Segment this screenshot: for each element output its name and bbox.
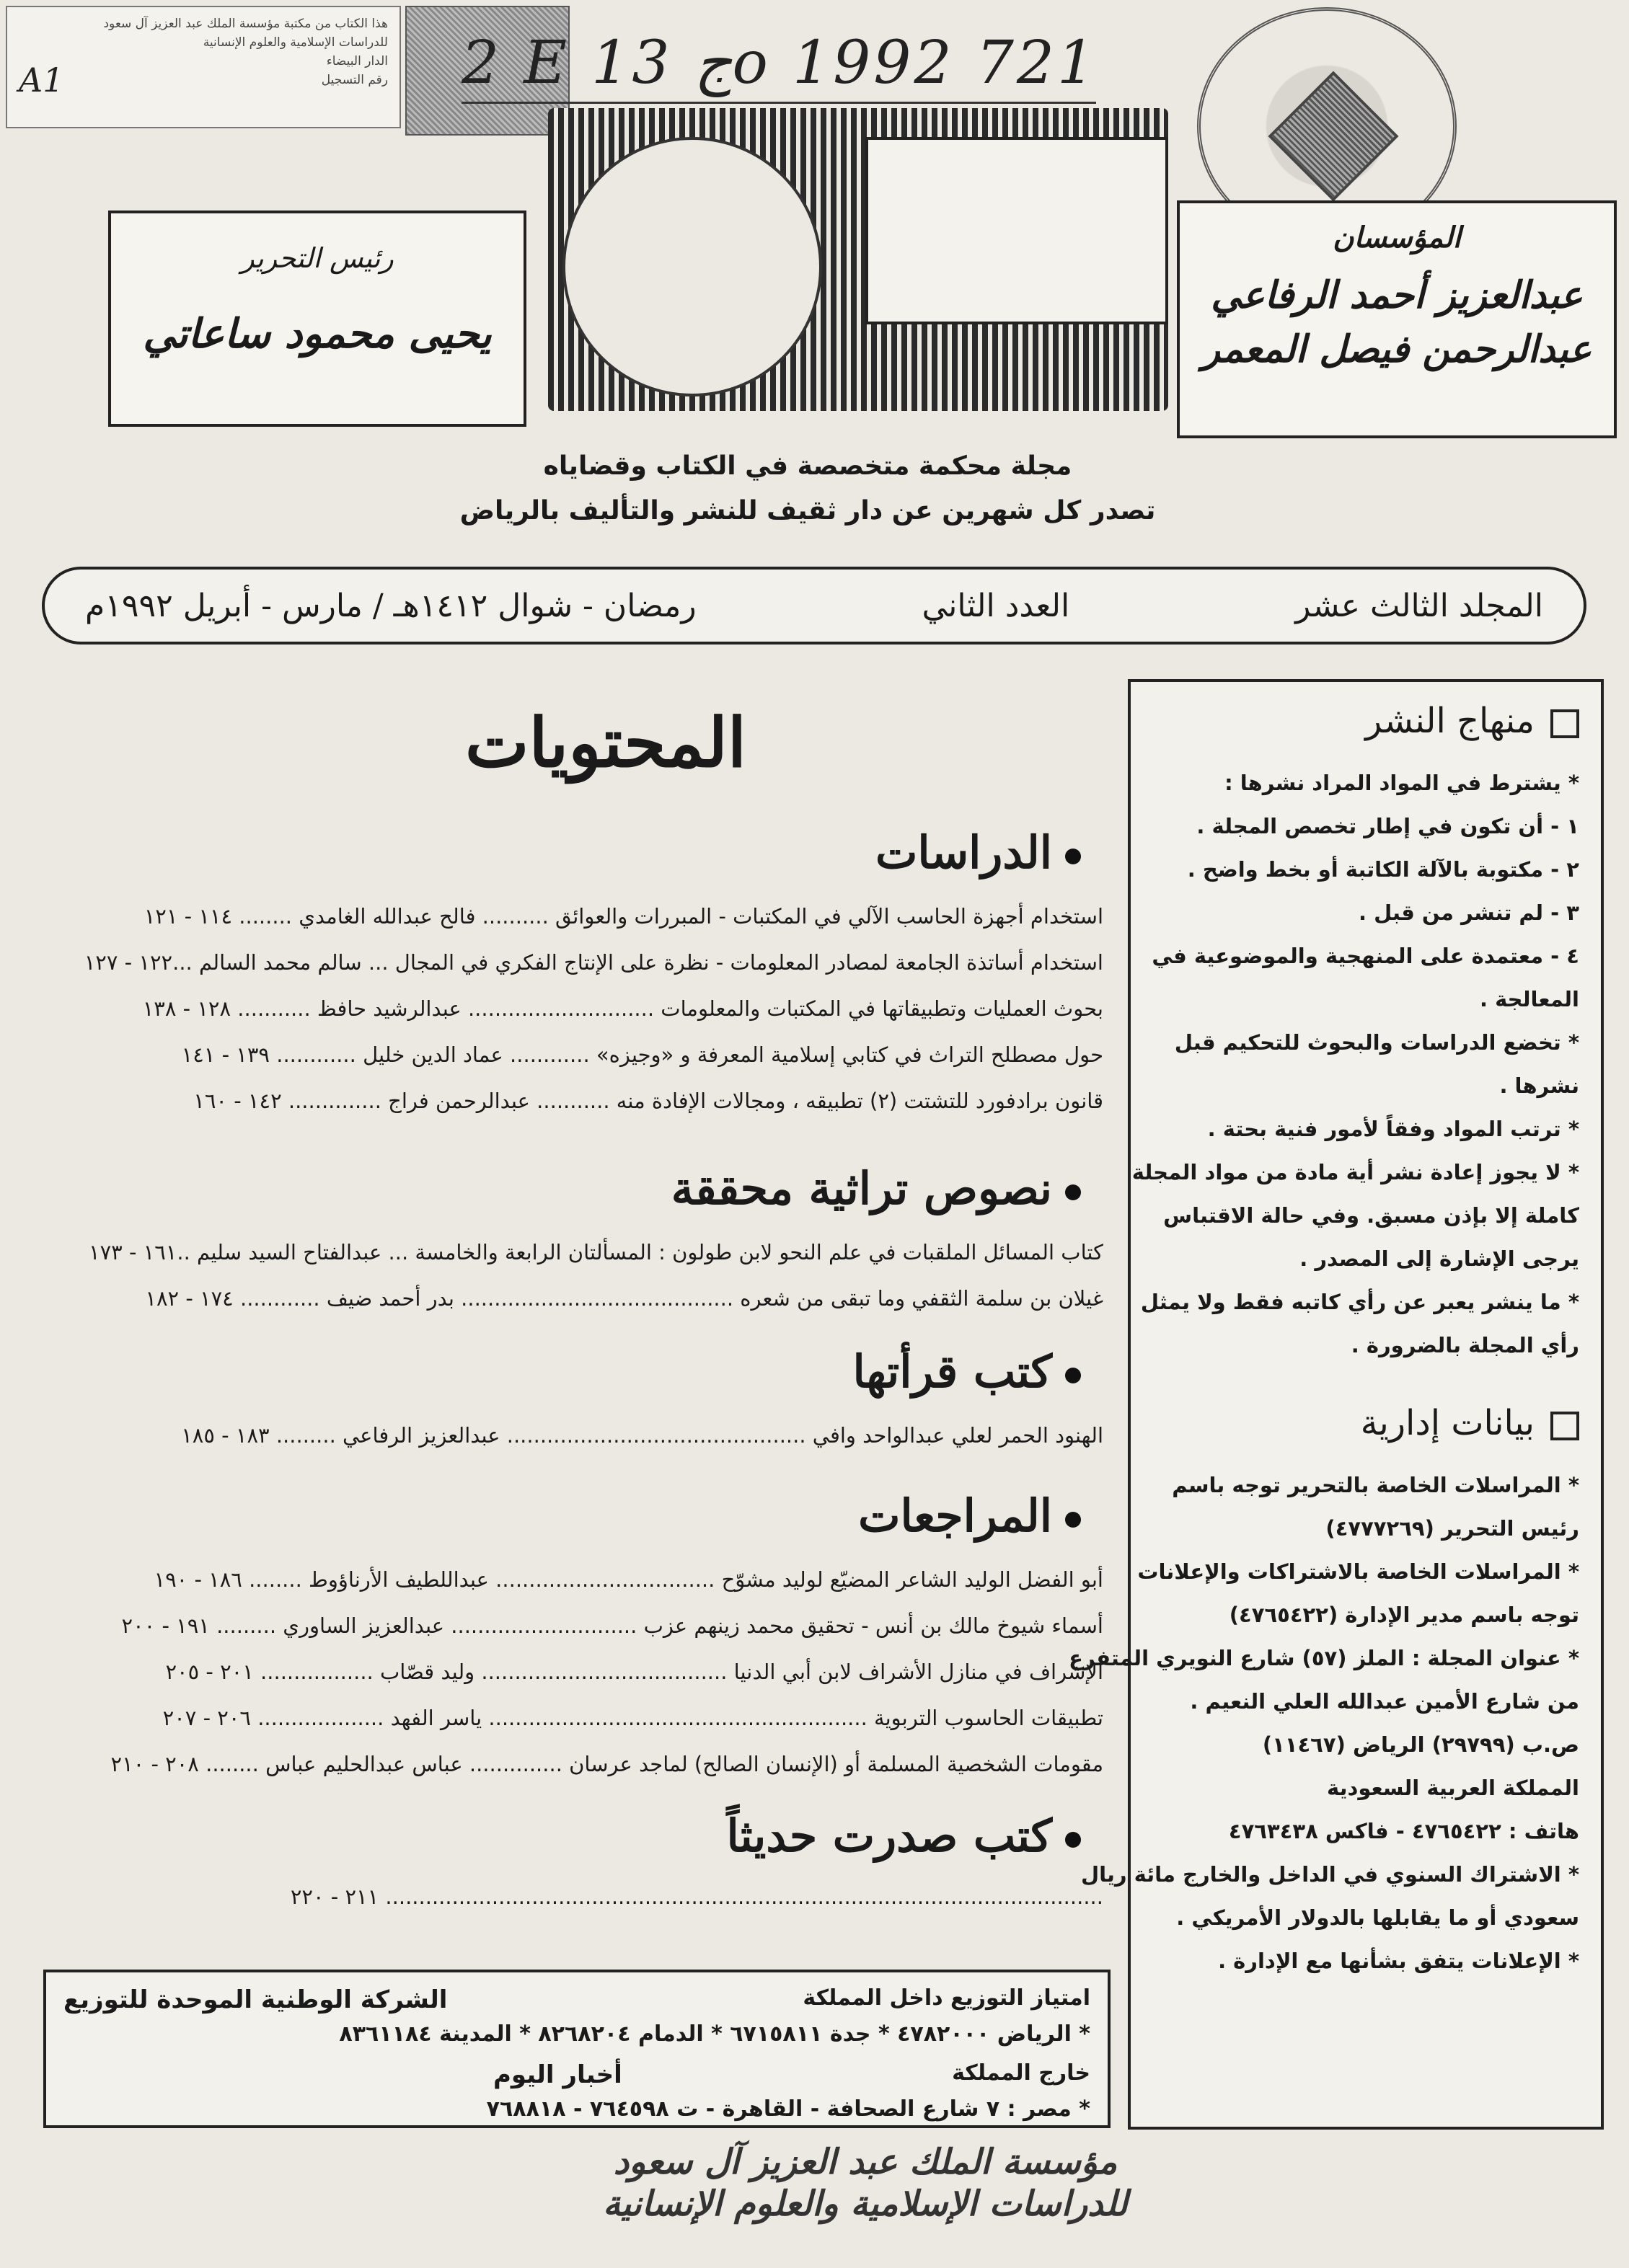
toc-entry[interactable]: أبو الفضل الوليد الشاعر المضيّع لوليد مشوّح ................................. عبداللطيف الأرناؤوط ........ ١٨٦ - ١٩٠ xyxy=(154,1567,1103,1592)
issue-volume: المجلد الثالث عشر xyxy=(1295,587,1543,624)
library-stamp-line-1: هذا الكتاب من مكتبة مؤسسة الملك عبد العزيز آل سعود xyxy=(103,17,388,31)
admin-line: المملكة العربية السعودية xyxy=(1327,1776,1579,1800)
logo-hand-emblem xyxy=(865,137,1168,324)
toc-entry[interactable]: الهنود الحمر لعلي عبدالواحد وافي ............................................. عبدالعزيز الرفاعي ......... ١٨٣ - ١٨٥ xyxy=(181,1423,1103,1448)
toc-entry[interactable]: غيلان بن سلمة الثقفي وما تبقى من شعره ......................................... بدر أحمد ضيف ............ ١٧٤ - ١٨٢ xyxy=(145,1286,1103,1311)
logo-emblem xyxy=(562,137,822,397)
bottom-stamp-line-2: للدراسات الإسلامية والعلوم الإنسانية xyxy=(603,2184,1128,2224)
toc-entry[interactable]: قانون برادفورد للتشتت (٢) تطبيقه ، ومجالات الإفادة منه ........... عبدالرحمن فراج .............. ١٤٢ - ١٦٠ xyxy=(193,1089,1103,1113)
distribution-outside-address: * مصر : ٧ شارع الصحافة - القاهرة - ت ٧٦٤٥٩٨ - ٧٦٨٨١٨ xyxy=(486,2096,1090,2122)
admin-line: * المراسلات الخاصة بالتحرير توجه باسم xyxy=(1172,1473,1579,1497)
distribution-inside-label: امتياز التوزيع داخل المملكة xyxy=(803,1985,1090,2011)
bottom-stamp-line-1: مؤسسة الملك عبد العزيز آل سعود xyxy=(613,2142,1118,2182)
admin-line: * الإعلانات يتفق بشأنها مع الإدارة . xyxy=(1218,1949,1579,1973)
section-studies-title: الدراسات xyxy=(875,826,1081,879)
info-sidebar xyxy=(1069,679,1604,2130)
bullet-icon xyxy=(1065,1832,1081,1848)
issue-date: رمضان - شوال ١٤١٢هـ / مارس - أبريل ١٩٩٢م xyxy=(85,587,697,624)
policy-line: * ترتب المواد وفقاً لأمور فنية بحتة . xyxy=(1207,1117,1579,1141)
bullet-icon xyxy=(1065,1512,1081,1528)
admin-line: من شارع الأمين عبدالله العلي النعيم . xyxy=(1190,1689,1579,1714)
admin-info-list xyxy=(1069,1463,1579,1983)
policy-line: * لا يجوز إعادة نشر أية مادة من مواد المجلة xyxy=(1131,1160,1579,1184)
toc-entry[interactable]: حول مصطلح التراث في كتابي إسلامية المعرفة و «وجيزه» ............ عماد الدين خليل ............ ١٣٩ - ١٤١ xyxy=(181,1042,1103,1067)
distribution-inside-phones: * الرياض ٤٧٨٢٠٠٠ * جدة ٦٧١٥٨١١ * الدمام ٨٢٦٨٢٠٤ * المدينة ٨٣٦١١٨٤ xyxy=(339,2021,1090,2047)
admin-line: توجه باسم مدير الإدارة (٤٧٦٥٤٢٢) xyxy=(1229,1603,1579,1627)
distribution-box xyxy=(43,1970,1111,2128)
toc-entry[interactable]: بحوث العمليات وتطبيقاتها في المكتبات والمعلومات ............................ عبدالرشيد حافظ ........... ١٢٨ - ١٣٨ xyxy=(142,996,1103,1021)
toc-entry[interactable]: كتاب المسائل الملقبات في علم النحو لابن طولون : المسألتان الرابعة والخامسة ... عبدالفتاح السيد سليم ..١٦١ - ١٧٣ xyxy=(89,1240,1103,1264)
bottom-library-stamp xyxy=(591,2141,1139,2225)
distribution-outside-label: خارج المملكة xyxy=(952,2060,1090,2086)
publication-policy-title: منهاج النشر xyxy=(1365,701,1579,741)
policy-line: * يشترط في المواد المراد نشرها : xyxy=(1224,771,1579,795)
section-reviews-title: المراجعات xyxy=(858,1489,1081,1542)
policy-line: رأي المجلة بالضرورة . xyxy=(1351,1333,1579,1357)
admin-line: سعودي أو ما يقابلها بالدولار الأمريكي . xyxy=(1176,1905,1579,1930)
policy-line: كاملة إلا بإذن مسبق. وفي حالة الاقتباس xyxy=(1163,1203,1579,1228)
bullet-icon xyxy=(1065,1368,1081,1383)
library-stamp xyxy=(6,6,401,128)
policy-line: * تخضع الدراسات والبحوث للتحكيم قبل xyxy=(1174,1030,1579,1055)
issue-number: العدد الثاني xyxy=(922,587,1070,624)
admin-info-title: بيانات إدارية xyxy=(1361,1403,1579,1443)
founders-title: المؤسسان xyxy=(1333,221,1461,254)
library-stamp-line-3: الدار البيضاء xyxy=(326,54,388,68)
policy-line: نشرها . xyxy=(1499,1073,1579,1098)
admin-line: رئيس التحرير (٤٧٧٧٢٦٩) xyxy=(1325,1516,1579,1541)
issue-info-bar xyxy=(42,567,1586,644)
policy-line: المعالجة . xyxy=(1479,987,1579,1011)
toc-entry[interactable]: مقومات الشخصية المسلمة أو (الإنسان الصالح) لماجد عرسان .............. عباس عبدالحليم عباس ........ ٢٠٨ - ٢١٠ xyxy=(110,1752,1103,1776)
founders-box xyxy=(1177,200,1617,438)
toc-entry[interactable]: الإشراف في منازل الأشراف لابن أبي الدنيا ..................................... وليد قصّاب ................. ٢٠١ - ٢٠٥ xyxy=(165,1660,1103,1684)
admin-line: ص.ب (٢٩٧٩٩) الرياض (١١٤٦٧) xyxy=(1262,1732,1579,1757)
journal-publisher-line: تصدر كل شهرين عن دار ثقيف للنشر والتأليف بالرياض xyxy=(459,496,1156,526)
policy-line: ٣ - لم تنشر من قبل . xyxy=(1358,900,1579,925)
founder-1: عبدالعزيز أحمد الرفاعي xyxy=(1211,273,1583,317)
founder-2: عبدالرحمن فيصل المعمر xyxy=(1201,327,1592,371)
distribution-outside-company: أخبار اليوم xyxy=(493,2060,622,2089)
bullet-icon xyxy=(1065,849,1081,864)
policy-line: ٢ - مكتوبة بالآلة الكاتبة أو بخط واضح . xyxy=(1187,857,1579,882)
distribution-inside-company: الشركة الوطنية الموحدة للتوزيع xyxy=(63,1985,448,2014)
registration-label: رقم التسجيل xyxy=(321,73,388,87)
toc-entry[interactable]: استخدام أساتذة الجامعة لمصادر المعلومات - نظرة على الإنتاج الفكري في المجال ... سالم محمد السالم ...١٢٢ - ١٢٧ xyxy=(84,950,1103,975)
library-stamp-line-2: للدراسات الإسلامية والعلوم الإنسانية xyxy=(203,35,388,50)
policy-line: * ما ينشر يعبر عن رأي كاتبه فقط ولا يمثل xyxy=(1140,1290,1579,1314)
publication-policy-list xyxy=(1131,761,1579,1367)
contents-title: المحتويات xyxy=(465,704,746,783)
journal-subtitle: مجلة محكمة متخصصة في الكتاب وقضاياه xyxy=(543,451,1072,481)
admin-line: * الاشتراك السنوي في الداخل والخارج مائة ريال xyxy=(1080,1862,1579,1887)
library-code: A1 xyxy=(19,61,64,99)
toc-entry[interactable]: أسماء شيوخ مالك بن أنس - تحقيق محمد زينهم عزب ............................ عبدالعزيز الساوري ......... ١٩١ - ٢٠٠ xyxy=(121,1613,1103,1638)
admin-line: * عنوان المجلة : الملز (٥٧) شارع النويري المتفرع xyxy=(1069,1646,1579,1670)
admin-line: هاتف : ٤٧٦٥٤٢٢ - فاكس ٤٧٦٣٤٣٨ xyxy=(1228,1819,1579,1843)
square-bullet-icon xyxy=(1550,1412,1579,1440)
toc-entry[interactable]: تطبيقات الحاسوب التربوية ......................................................... ياسر الفهد ................... ٢٠٦ - ٢٠٧ xyxy=(162,1706,1103,1730)
policy-line: يرجى الإشارة إلى المصدر . xyxy=(1299,1246,1579,1271)
handwritten-reference: 2 E 13 جo 1992 721 xyxy=(462,29,1125,108)
editor-in-chief-box xyxy=(108,211,526,427)
policy-line: ١ - أن تكون في إطار تخصص المجلة . xyxy=(1196,814,1579,838)
square-bullet-icon xyxy=(1550,709,1579,738)
toc-entry[interactable]: ............................................................................................................ ٢١١ - ٢٢٠ xyxy=(290,1884,1103,1909)
editor-name: يحيى محمود ساعاتي xyxy=(143,310,492,358)
bullet-icon xyxy=(1065,1184,1081,1200)
admin-line: * المراسلات الخاصة بالاشتراكات والإعلانات xyxy=(1137,1559,1579,1584)
section-new-books-title: كتب صدرت حديثاً xyxy=(727,1809,1082,1862)
policy-line: ٤ - معتمدة على المنهجية والموضوعية في xyxy=(1152,944,1579,968)
editor-title: رئيس التحرير xyxy=(241,242,394,274)
toc-entry[interactable]: استخدام أجهزة الحاسب الآلي في المكتبات - المبررات والعوائق .......... فالح عبدالله الغامدي ........ ١١٤ - ١٢١ xyxy=(144,904,1103,929)
section-heritage-title: نصوص تراثية محققة xyxy=(671,1162,1081,1215)
section-books-read-title: كتب قرأتها xyxy=(853,1345,1082,1398)
